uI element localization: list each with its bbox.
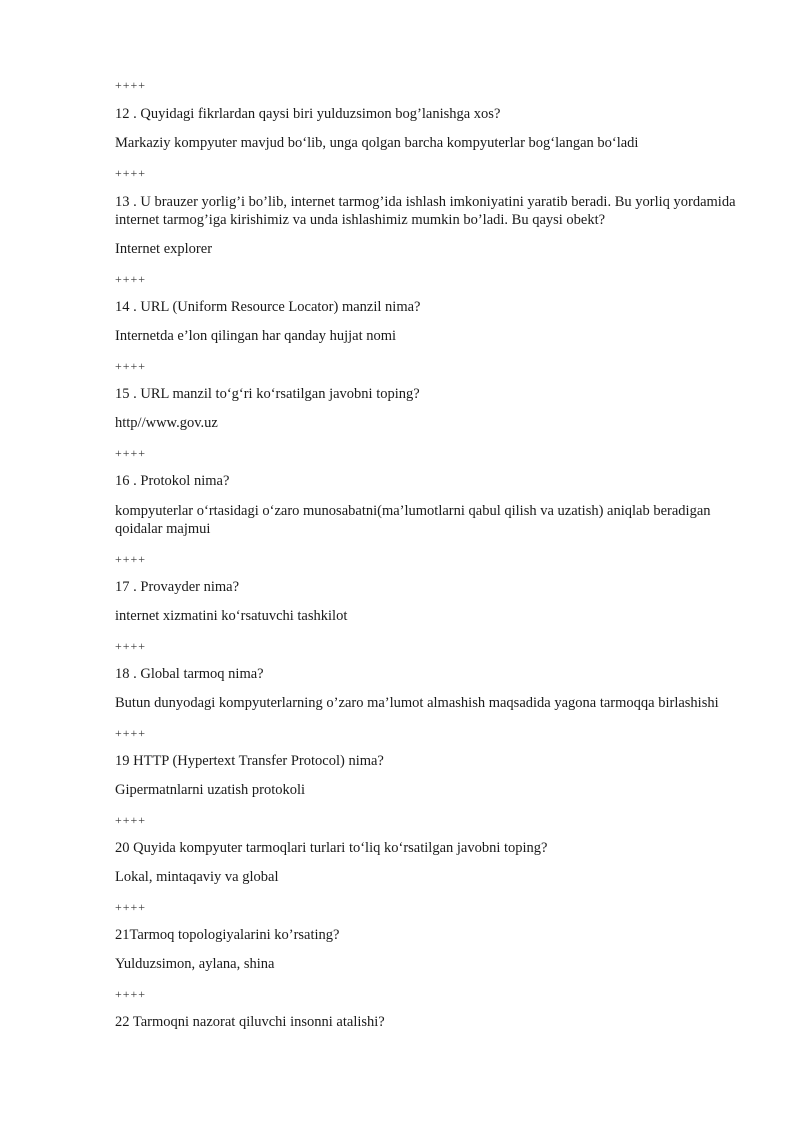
answer-21: Yulduzsimon, aylana, shina (115, 956, 275, 972)
answer-20: Lokal, mintaqaviy va global (115, 869, 279, 885)
separator: ++++ (115, 900, 147, 914)
separator: ++++ (115, 813, 147, 827)
separator: ++++ (115, 166, 147, 180)
answer-17: internet xizmatini ko‘rsatuvchi tashkilot (115, 608, 348, 624)
question-16: 16 . Protokol nima? (115, 473, 230, 489)
question-21: 21Tarmoq topologiyalarini ko’rsating? (115, 927, 340, 943)
answer-15: http//www.gov.uz (115, 415, 218, 431)
separator: ++++ (115, 78, 147, 92)
question-12: 12 . Quyidagi fikrlardan qaysi biri yulduzsimon bog’lanishga xos? (115, 106, 501, 122)
separator: ++++ (115, 272, 147, 286)
answer-13: Internet explorer (115, 241, 213, 257)
question-18: 18 . Global tarmoq nima? (115, 666, 264, 682)
question-19: 19 HTTP (Hypertext Transfer Protocol) nima? (115, 753, 384, 769)
question-15: 15 . URL manzil to‘g‘ri ko‘rsatilgan javobni toping? (115, 386, 420, 402)
question-22: 22 Tarmoqni nazorat qiluvchi insonni atalishi? (115, 1014, 385, 1030)
question-20: 20 Quyida kompyuter tarmoqlari turlari to‘liq ko‘rsatilgan javobni toping? (115, 840, 548, 856)
separator: ++++ (115, 446, 147, 460)
answer-12: Markaziy kompyuter mavjud bo‘lib, unga qolgan barcha kompyuterlar bog‘langan bo‘ladi (115, 135, 639, 151)
question-17: 17 . Provayder nima? (115, 579, 240, 595)
answer-14: Internetda e’lon qilingan har qanday hujjat nomi (115, 328, 397, 344)
separator: ++++ (115, 639, 147, 653)
answer-16: kompyuterlar o‘rtasidagi o‘zaro munosabatni(ma’lumotlarni qabul qilish va uzatish) aniqlab beradigan qoidalar majmui (115, 503, 711, 537)
separator: ++++ (115, 552, 147, 566)
separator: ++++ (115, 726, 147, 740)
answer-19: Gipermatnlarni uzatish protokoli (115, 782, 306, 798)
separator: ++++ (115, 987, 147, 1001)
separator: ++++ (115, 359, 147, 373)
question-13: 13 . U brauzer yorlig’i bo’lib, internet tarmog’ida ishlash imkoniyatini yaratib beradi. Bu yorliq yordamida internet tarmog’iga kirishimiz va unda ishlashimiz mumkin bo’ladi. Bu qaysi obekt? (115, 194, 736, 228)
question-14: 14 . URL (Uniform Resource Locator) manzil nima? (115, 299, 421, 315)
answer-18: Butun dunyodagi kompyuterlarning o’zaro ma’lumot almashish maqsadida yagona tarmoqqa birlashishi (115, 695, 719, 711)
